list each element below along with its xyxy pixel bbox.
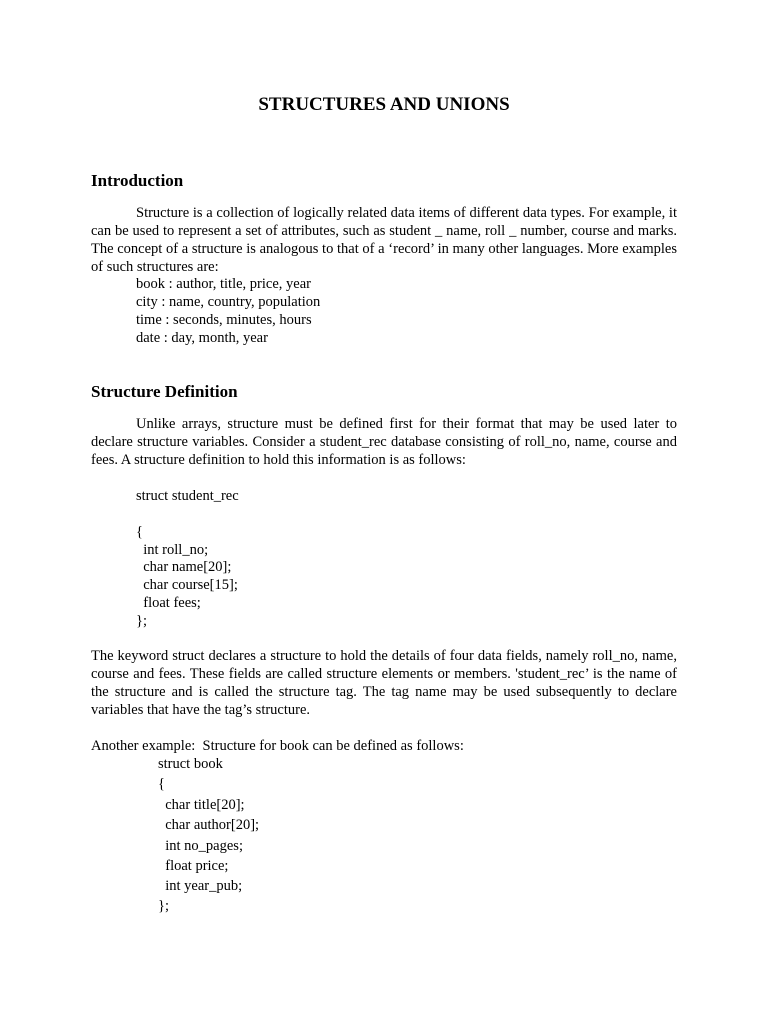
code-line: };	[158, 898, 169, 914]
example-line: book : author, title, price, year	[136, 276, 311, 292]
code-line: char author[20];	[158, 817, 260, 833]
code-line: float fees;	[136, 595, 201, 611]
page-title: STRUCTURES AND UNIONS	[258, 94, 510, 115]
introduction-heading: Introduction	[91, 171, 184, 190]
introduction-paragraph: Structure is a collection of logically related data items of different data types. For example, it can be used to represent a set of attributes, such as student _ name, roll _ number, course and marks. The concept of a structure is analogous to that of a ‘record’ in many other languages. More examples of such structures are:	[91, 205, 677, 275]
another-example-line: Another example: Structure for book can be defined as follows:	[91, 738, 464, 754]
explanation-paragraph: The keyword struct declares a structure to hold the details of four data fields, namely roll_no, name, course and fees. These fields are called structure elements or members. 'student_rec’ is the name of the structure and is called the structure tag. The tag name may be used subsequently to declare variables that have the tag’s structure.	[91, 648, 677, 718]
code-line: };	[136, 613, 147, 629]
code-line: char name[20];	[136, 559, 232, 575]
code-line: int roll_no;	[136, 542, 209, 558]
code-line: int no_pages;	[158, 838, 243, 854]
example-line: city : name, country, population	[136, 294, 321, 310]
definition-paragraph: Unlike arrays, structure must be defined first for their format that may be used later to declare structure variables. Consider a student_rec database consisting of roll_no, name, course and fees. A structure definition to hold this information is as follows:	[91, 416, 677, 468]
code-line: float price;	[158, 858, 229, 874]
code-line: char course[15];	[136, 577, 238, 593]
code-line: struct student_rec	[136, 488, 239, 504]
code-line: {	[158, 776, 165, 792]
example-line: time : seconds, minutes, hours	[136, 312, 312, 328]
structure-definition-heading: Structure Definition	[91, 382, 238, 401]
example-line: date : day, month, year	[136, 330, 268, 346]
code-line: int year_pub;	[158, 878, 243, 894]
code-line: struct book	[158, 756, 223, 772]
code-line: {	[136, 524, 143, 540]
code-line: char title[20];	[158, 797, 245, 813]
